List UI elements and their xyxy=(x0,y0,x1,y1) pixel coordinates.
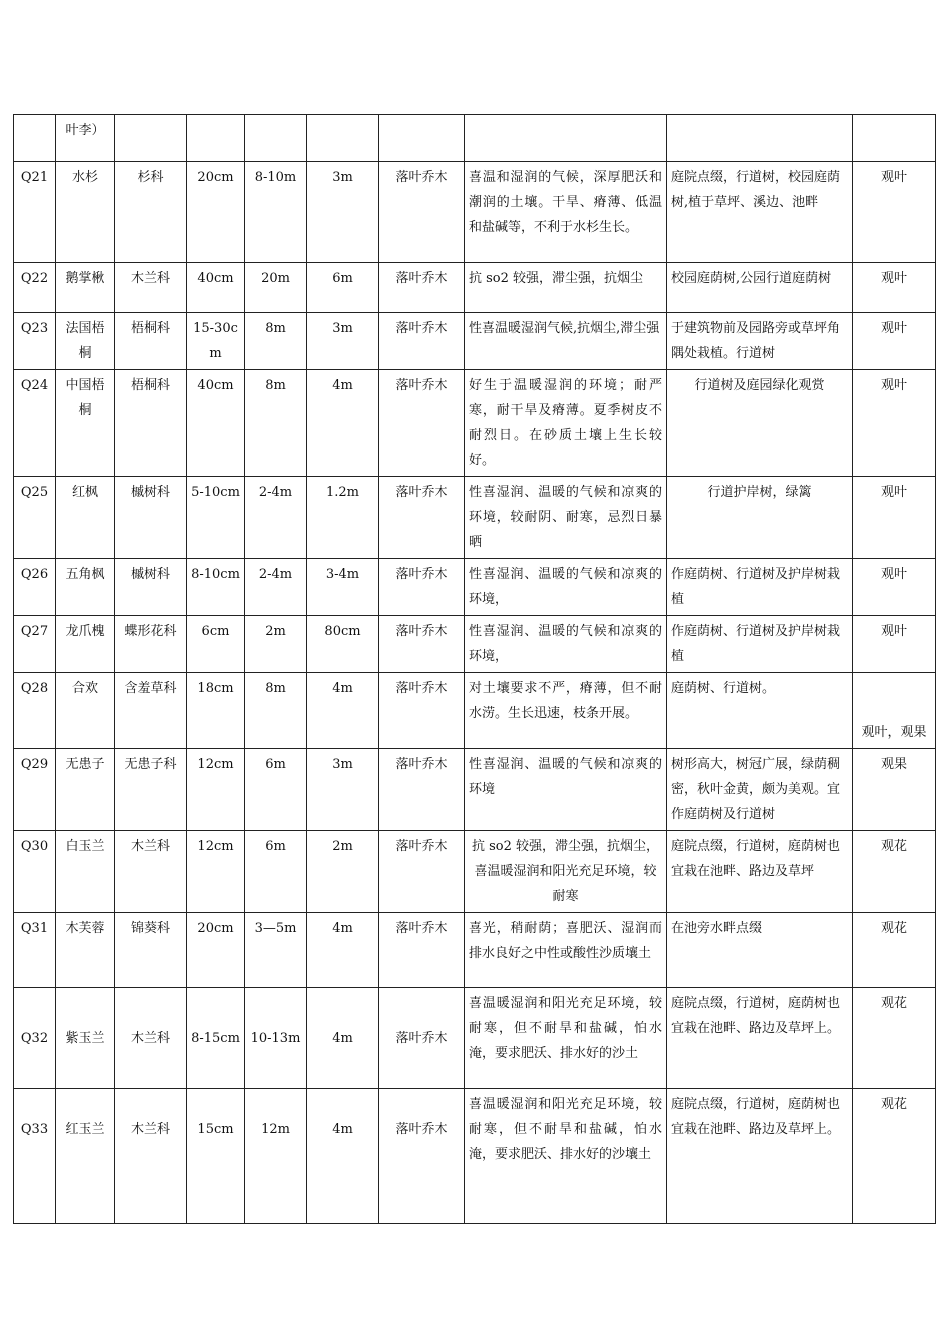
cell-id: Q22 xyxy=(14,263,56,313)
cell-crown xyxy=(307,115,379,162)
cell-id: Q23 xyxy=(14,313,56,370)
cell-id xyxy=(14,115,56,162)
cell-id: Q32 xyxy=(14,988,56,1089)
cell-dbh: 15cm xyxy=(187,1089,245,1224)
cell-feature: 观叶 xyxy=(853,162,936,263)
cell-habit: 抗 so2 较强，滞尘强，抗烟尘 xyxy=(465,263,667,313)
cell-name: 白玉兰 xyxy=(56,831,115,913)
cell-family: 木兰科 xyxy=(115,1089,187,1224)
cell-use: 行道树及庭园绿化观赏 xyxy=(667,370,853,477)
cell-crown: 4m xyxy=(307,370,379,477)
plant-table xyxy=(13,114,936,1224)
table-row xyxy=(14,749,936,831)
cell-feature: 观叶 xyxy=(853,263,936,313)
cell-crown: 1.2m xyxy=(307,477,379,559)
cell-height: 8-10m xyxy=(245,162,307,263)
cell-habit: 好生于温暖湿润的环境；耐严寒，耐干旱及瘠薄。夏季树皮不耐烈日。在砂质土壤上生长较好。 xyxy=(465,370,667,477)
cell-feature xyxy=(853,115,936,162)
cell-feature: 观花 xyxy=(853,831,936,913)
cell-type: 落叶乔木 xyxy=(379,162,465,263)
cell-dbh: 12cm xyxy=(187,749,245,831)
cell-type: 落叶乔木 xyxy=(379,749,465,831)
cell-name: 木芙蓉 xyxy=(56,913,115,988)
cell-id: Q24 xyxy=(14,370,56,477)
table-row xyxy=(14,831,936,913)
cell-height: 6m xyxy=(245,831,307,913)
cell-name: 合欢 xyxy=(56,673,115,749)
cell-crown: 3m xyxy=(307,162,379,263)
cell-use: 庭荫树、行道树。 xyxy=(667,673,853,749)
cell-dbh: 12cm xyxy=(187,831,245,913)
cell-crown: 2m xyxy=(307,831,379,913)
cell-feature: 观叶 xyxy=(853,477,936,559)
cell-name: 鹅掌楸 xyxy=(56,263,115,313)
cell-height: 8m xyxy=(245,370,307,477)
cell-name: 中国梧桐 xyxy=(56,370,115,477)
cell-use: 作庭荫树、行道树及护岸树栽植 xyxy=(667,616,853,673)
cell-name: 水杉 xyxy=(56,162,115,263)
cell-habit xyxy=(465,115,667,162)
cell-type: 落叶乔木 xyxy=(379,1089,465,1224)
cell-name: 五角枫 xyxy=(56,559,115,616)
cell-crown: 3m xyxy=(307,749,379,831)
cell-type: 落叶乔木 xyxy=(379,913,465,988)
cell-family xyxy=(115,115,187,162)
cell-height: 2m xyxy=(245,616,307,673)
cell-feature: 观叶 xyxy=(853,559,936,616)
cell-family: 锦葵科 xyxy=(115,913,187,988)
cell-type: 落叶乔木 xyxy=(379,831,465,913)
cell-height: 2-4m xyxy=(245,477,307,559)
cell-type: 落叶乔木 xyxy=(379,477,465,559)
table-row xyxy=(14,988,936,1089)
cell-dbh: 40cm xyxy=(187,370,245,477)
cell-height: 8m xyxy=(245,313,307,370)
cell-height: 3—5m xyxy=(245,913,307,988)
table-row xyxy=(14,913,936,988)
cell-dbh: 5-10cm xyxy=(187,477,245,559)
cell-use: 于建筑物前及园路旁或草坪角隅处栽植。行道树 xyxy=(667,313,853,370)
cell-feature: 观花 xyxy=(853,1089,936,1224)
cell-id: Q28 xyxy=(14,673,56,749)
cell-use: 作庭荫树、行道树及护岸树栽植 xyxy=(667,559,853,616)
cell-feature: 观叶 xyxy=(853,370,936,477)
cell-name: 红枫 xyxy=(56,477,115,559)
cell-dbh: 20cm xyxy=(187,913,245,988)
table-row xyxy=(14,1089,936,1224)
cell-feature: 观果 xyxy=(853,749,936,831)
table-row xyxy=(14,115,936,162)
cell-type: 落叶乔木 xyxy=(379,988,465,1089)
cell-family: 木兰科 xyxy=(115,831,187,913)
cell-crown: 3m xyxy=(307,313,379,370)
cell-height: 2-4m xyxy=(245,559,307,616)
cell-use xyxy=(667,115,853,162)
cell-id: Q27 xyxy=(14,616,56,673)
cell-habit: 性喜温暖湿润气候,抗烟尘,滞尘强 xyxy=(465,313,667,370)
cell-dbh xyxy=(187,115,245,162)
cell-habit: 对土壤要求不严，瘠薄，但不耐水涝。生长迅速，枝条开展。 xyxy=(465,673,667,749)
cell-family: 蝶形花科 xyxy=(115,616,187,673)
cell-use: 行道护岸树，绿篱 xyxy=(667,477,853,559)
cell-type: 落叶乔木 xyxy=(379,370,465,477)
cell-feature: 观叶，观果 xyxy=(853,673,936,749)
cell-name: 红玉兰 xyxy=(56,1089,115,1224)
cell-id: Q21 xyxy=(14,162,56,263)
cell-use: 庭院点缀，行道树，庭荫树也宜栽在池畔、路边及草坪上。 xyxy=(667,988,853,1089)
cell-crown: 4m xyxy=(307,673,379,749)
cell-crown: 80cm xyxy=(307,616,379,673)
cell-height: 8m xyxy=(245,673,307,749)
cell-dbh: 8-10cm xyxy=(187,559,245,616)
cell-use: 庭院点缀，行道树，庭荫树也宜栽在池畔、路边及草坪 xyxy=(667,831,853,913)
cell-dbh: 15-30cm xyxy=(187,313,245,370)
table-row xyxy=(14,673,936,749)
cell-crown: 6m xyxy=(307,263,379,313)
cell-name: 叶李） xyxy=(56,115,115,162)
table-row xyxy=(14,263,936,313)
cell-type: 落叶乔木 xyxy=(379,263,465,313)
cell-type: 落叶乔木 xyxy=(379,616,465,673)
cell-height: 12m xyxy=(245,1089,307,1224)
table-row xyxy=(14,477,936,559)
cell-type xyxy=(379,115,465,162)
cell-type: 落叶乔木 xyxy=(379,559,465,616)
cell-habit: 喜温和湿润的气候，深厚肥沃和潮润的土壤。干旱、瘠薄、低温和盐碱等，不利于水杉生长。 xyxy=(465,162,667,263)
cell-habit: 抗 so2 较强，滞尘强，抗烟尘，喜温暖湿润和阳光充足环境，较耐寒 xyxy=(465,831,667,913)
table-row xyxy=(14,313,936,370)
cell-habit: 喜温暖湿润和阳光充足环境，较耐寒，但不耐旱和盐碱，怕水淹，要求肥沃、排水好的沙土 xyxy=(465,988,667,1089)
cell-dbh: 18cm xyxy=(187,673,245,749)
cell-crown: 3-4m xyxy=(307,559,379,616)
cell-dbh: 8-15cm xyxy=(187,988,245,1089)
table-row xyxy=(14,370,936,477)
cell-crown: 4m xyxy=(307,913,379,988)
table-row xyxy=(14,559,936,616)
cell-name: 紫玉兰 xyxy=(56,988,115,1089)
cell-family: 杉科 xyxy=(115,162,187,263)
cell-family: 含羞草科 xyxy=(115,673,187,749)
cell-id: Q31 xyxy=(14,913,56,988)
cell-height xyxy=(245,115,307,162)
table-row xyxy=(14,616,936,673)
cell-id: Q25 xyxy=(14,477,56,559)
cell-dbh: 40cm xyxy=(187,263,245,313)
cell-use: 在池旁水畔点缀 xyxy=(667,913,853,988)
cell-habit: 喜温暖湿润和阳光充足环境，较耐寒，但不耐旱和盐碱，怕水淹，要求肥沃、排水好的沙壤土 xyxy=(465,1089,667,1224)
cell-habit: 性喜湿润、温暖的气候和凉爽的环境， xyxy=(465,616,667,673)
cell-crown: 4m xyxy=(307,988,379,1089)
cell-habit: 性喜湿润、温暖的气候和凉爽的环境，较耐阴、耐寒，忌烈日暴晒 xyxy=(465,477,667,559)
cell-name: 法国梧桐 xyxy=(56,313,115,370)
cell-family: 无患子科 xyxy=(115,749,187,831)
cell-id: Q29 xyxy=(14,749,56,831)
cell-type: 落叶乔木 xyxy=(379,673,465,749)
cell-family: 槭树科 xyxy=(115,559,187,616)
cell-dbh: 20cm xyxy=(187,162,245,263)
cell-use: 庭院点缀，行道树，校园庭荫树,植于草坪、溪边、池畔 xyxy=(667,162,853,263)
cell-id: Q30 xyxy=(14,831,56,913)
cell-feature: 观叶 xyxy=(853,616,936,673)
cell-dbh: 6cm xyxy=(187,616,245,673)
table-row xyxy=(14,162,936,263)
cell-family: 槭树科 xyxy=(115,477,187,559)
cell-id: Q33 xyxy=(14,1089,56,1224)
cell-height: 6m xyxy=(245,749,307,831)
cell-habit: 喜光，稍耐荫；喜肥沃、湿润而排水良好之中性或酸性沙质壤土 xyxy=(465,913,667,988)
cell-use: 校园庭荫树,公园行道庭荫树 xyxy=(667,263,853,313)
cell-feature: 观叶 xyxy=(853,313,936,370)
cell-feature: 观花 xyxy=(853,988,936,1089)
cell-height: 20m xyxy=(245,263,307,313)
cell-type: 落叶乔木 xyxy=(379,313,465,370)
cell-crown: 4m xyxy=(307,1089,379,1224)
cell-use: 树形高大，树冠广展，绿荫稠密，秋叶金黄，颇为美观。宜作庭荫树及行道树 xyxy=(667,749,853,831)
cell-name: 龙爪槐 xyxy=(56,616,115,673)
cell-family: 木兰科 xyxy=(115,988,187,1089)
cell-feature: 观花 xyxy=(853,913,936,988)
cell-family: 梧桐科 xyxy=(115,370,187,477)
cell-id: Q26 xyxy=(14,559,56,616)
cell-family: 木兰科 xyxy=(115,263,187,313)
cell-habit: 性喜湿润、温暖的气候和凉爽的环境， xyxy=(465,559,667,616)
cell-use: 庭院点缀，行道树，庭荫树也宜栽在池畔、路边及草坪上。 xyxy=(667,1089,853,1224)
cell-name: 无患子 xyxy=(56,749,115,831)
cell-family: 梧桐科 xyxy=(115,313,187,370)
cell-habit: 性喜湿润、温暖的气候和凉爽的环境 xyxy=(465,749,667,831)
cell-height: 10-13m xyxy=(245,988,307,1089)
